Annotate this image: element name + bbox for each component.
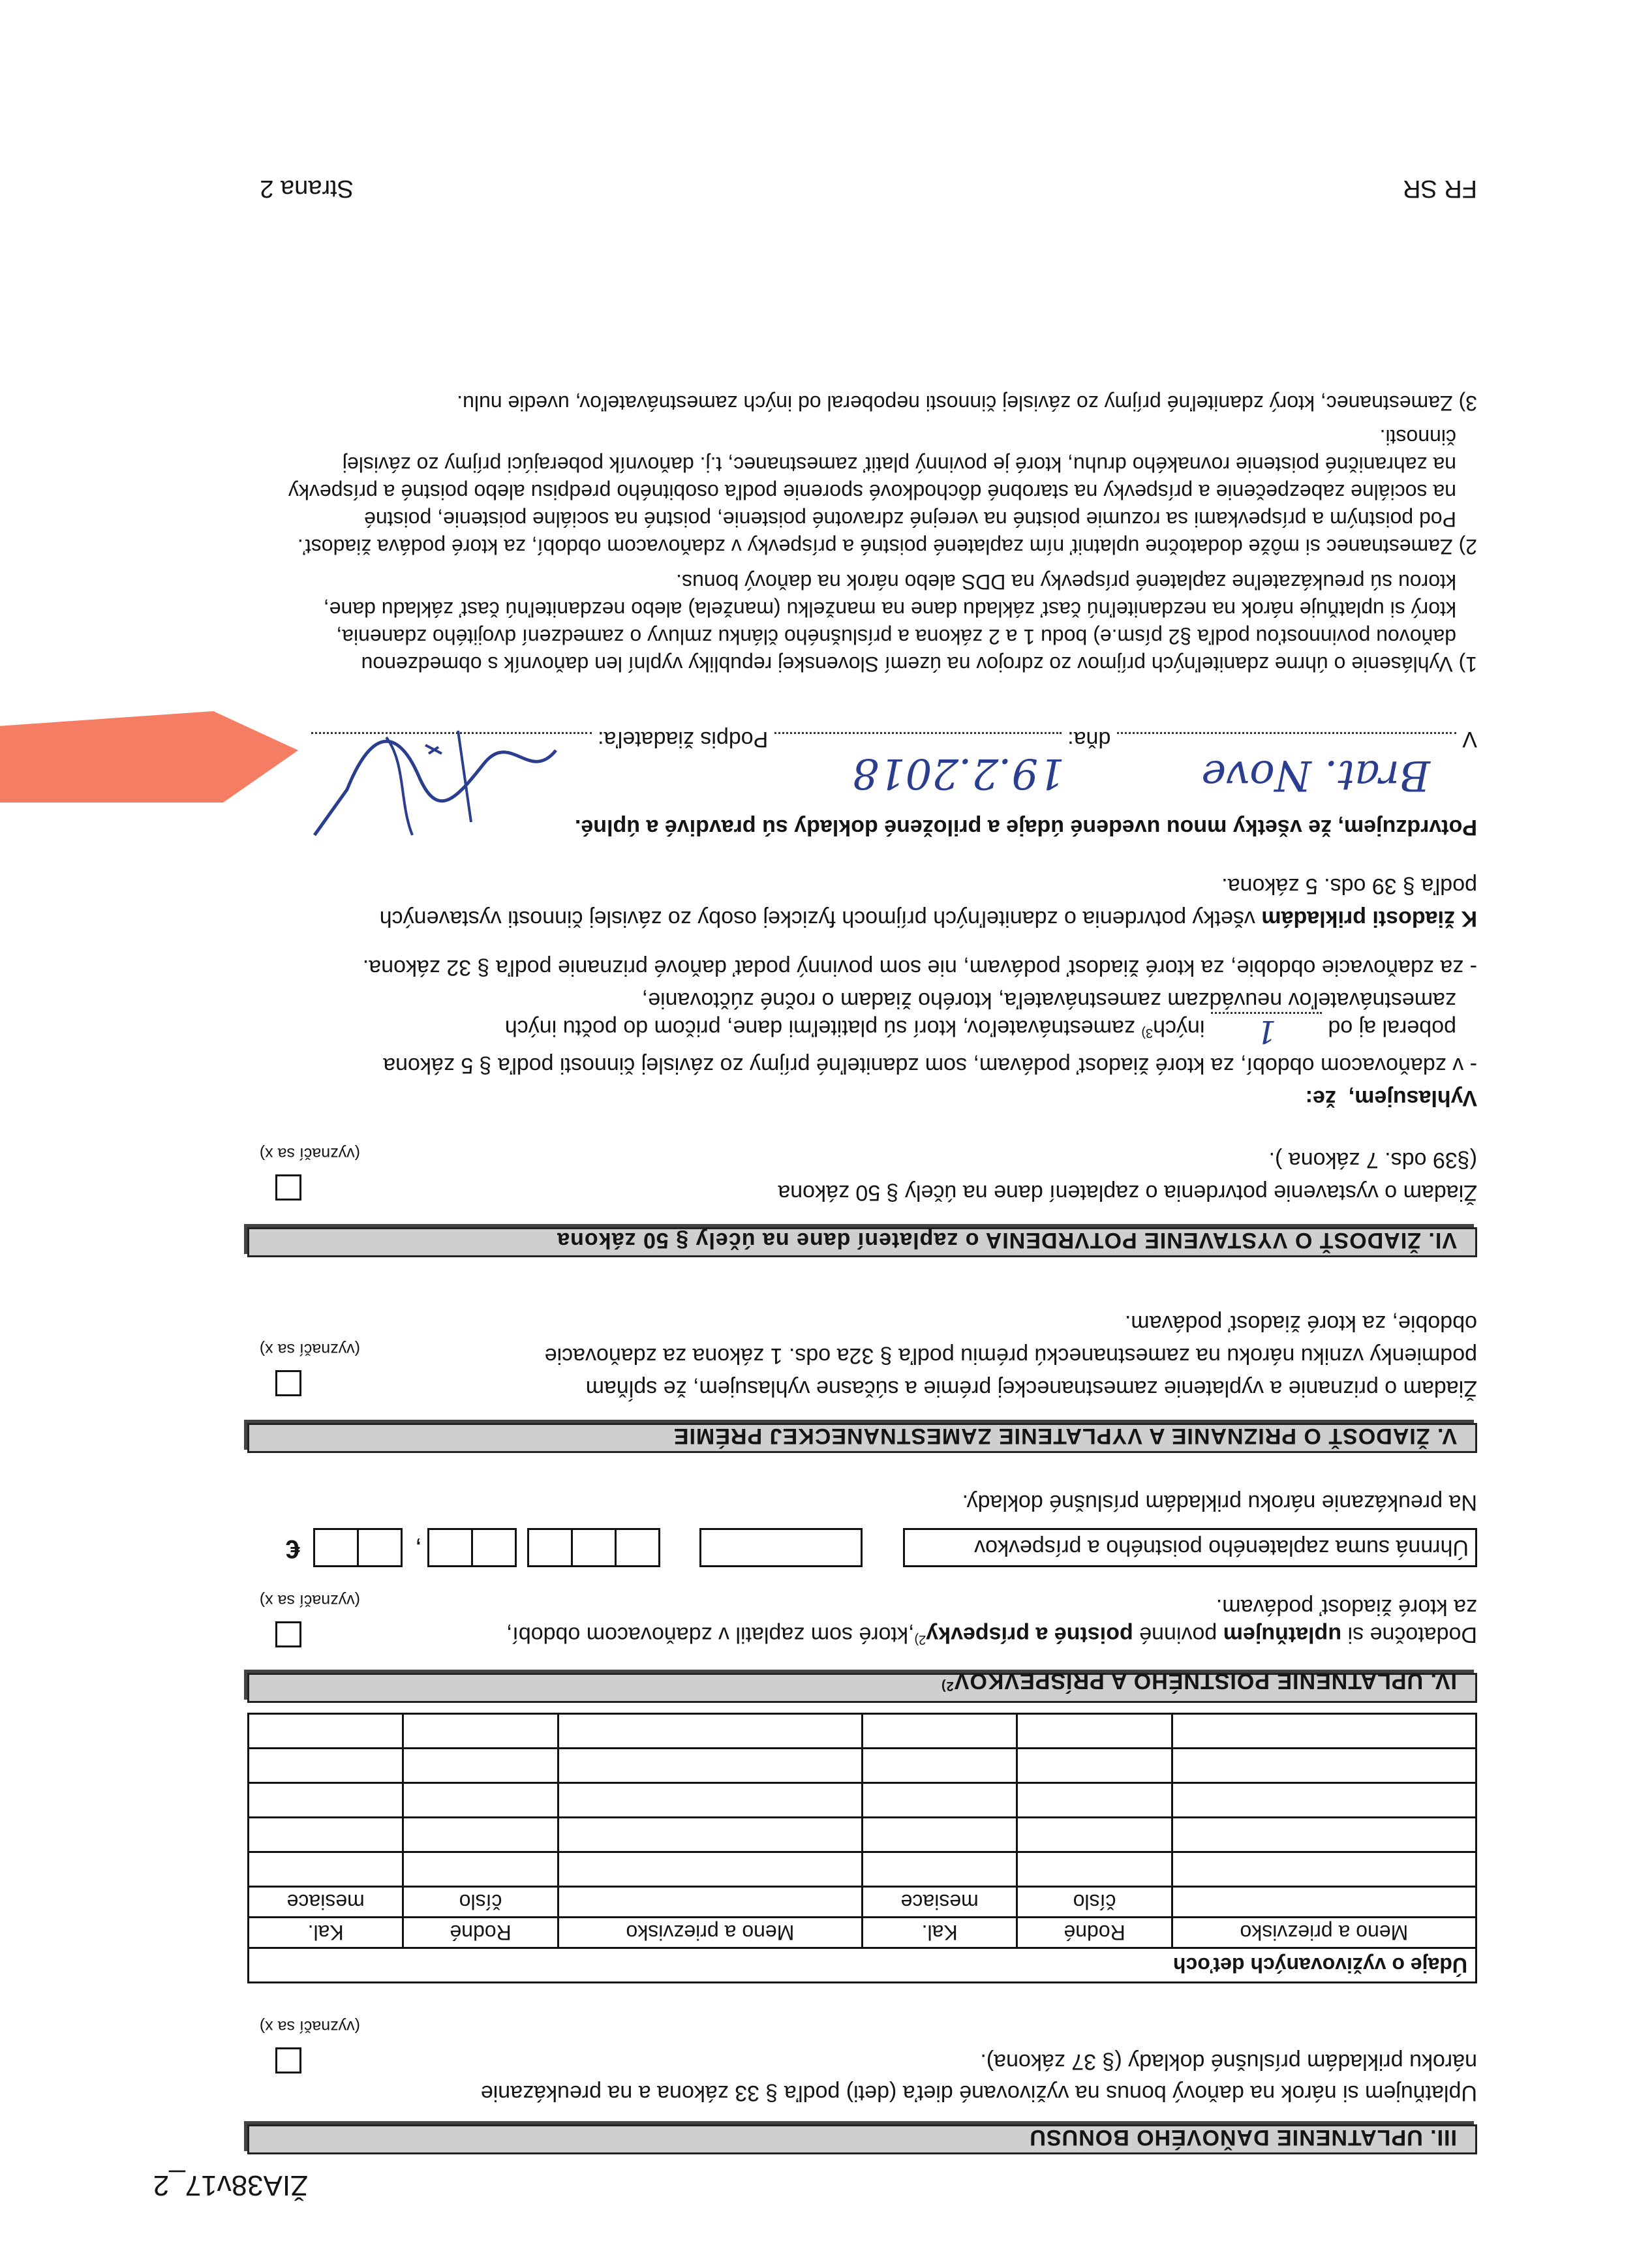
- section-4-checkbox[interactable]: [275, 1621, 301, 1647]
- section-3-mark-note: (vyznačí sa x): [259, 2017, 360, 2036]
- section-4-title-sup: 2): [940, 1679, 954, 1693]
- header-name: Meno a priezvisko: [1172, 1918, 1476, 1948]
- section-6-mark-note: (vyznačí sa x): [259, 1144, 360, 1163]
- handwritten-date: 19.2.2018: [852, 749, 1065, 797]
- section-4-title: [247, 1668, 1477, 1703]
- table-row: [249, 1749, 1476, 1783]
- declaration-line-2-sup: 3): [1141, 1026, 1154, 1040]
- sum-wide-field[interactable]: [699, 1528, 863, 1567]
- section-3-claim-line-1: Uplatňujem si nárok na daňový bonus na vyživované dieťa (deti) podľa § 33 zákona a na preukázanie: [480, 2081, 1477, 2105]
- signature-scribble: [295, 711, 569, 861]
- note-1-line-3: ktorý si uplatňuje nárok na nezdaniteľnú časť základu dane na manželku (manžela) alebo nezdaniteľnú časť základu dane,: [323, 598, 1456, 621]
- children-table-header: [249, 1918, 1476, 1948]
- sum-digits-2[interactable]: [429, 1528, 517, 1567]
- note-2-line-1: 2) Zamestnanec si môže dodatočne uplatniť ním zaplatené poistné a príspevky v zdaňovacom období, za ktoré podáva žiadosť.: [297, 535, 1477, 558]
- table-row: [249, 1783, 1476, 1818]
- v-label: V: [1462, 727, 1477, 752]
- table-row: [249, 1714, 1476, 1749]
- sum-digits-cents[interactable]: [315, 1528, 403, 1567]
- note-3-line-1: 3) Zamestnanec, ktorý zdaniteľné príjmy zo závislej činnosti nepoberal od iných zamestnávateľov, uvedie nulu.: [457, 391, 1477, 415]
- date-label: dňa:: [1067, 727, 1111, 752]
- other-employers-count-hand: 1: [1256, 1013, 1277, 1050]
- section-3-claim-line-2: nároku prikladám príslušné doklady (§ 37 zákona).: [980, 2049, 1477, 2074]
- section-4-proof-note: Na preukázanie nároku prikladám príslušné doklady.: [962, 1490, 1477, 1515]
- section-5-line-3: obdobie, za ktoré žiadosť podávam.: [1124, 1311, 1477, 1336]
- children-table: [247, 1713, 1477, 1983]
- footer-left: FR SR: [1403, 175, 1477, 202]
- section-6-line-2: (§39 ods. 7 zákona ).: [1268, 1148, 1477, 1172]
- currency-euro: €: [285, 1535, 300, 1563]
- sum-digits-1[interactable]: [529, 1528, 660, 1567]
- section-4-line-1-e: ,ktoré som zaplatil v zdaňovacom období,: [506, 1622, 915, 1647]
- form-code: ŽIA38v17_2: [153, 2169, 308, 2201]
- section-4-line-1-d: poistné a príspevky: [926, 1622, 1133, 1647]
- section-4-line-1-a: Dodatočne si: [1347, 1622, 1477, 1647]
- header-name-blank-2: [558, 1887, 862, 1918]
- declaration-line-2-c: zamestnávateľov, ktorí sú platiteľmi dane, pričom do počtu iných: [504, 1015, 1135, 1041]
- handwritten-place: Brat. Nove: [1201, 751, 1430, 799]
- decimal-comma: ,: [414, 1536, 422, 1565]
- declaration-line-2-a: poberal aj od: [1328, 1015, 1456, 1041]
- section-4-line-1-b: uplatňujem: [1223, 1622, 1342, 1647]
- signature-label: Podpis žiadateľa:: [598, 727, 769, 752]
- section-5-mark-note: (vyznačí sa x): [259, 1340, 360, 1358]
- header-birth-1: Rodné: [1017, 1918, 1172, 1948]
- table-row: [249, 1818, 1476, 1852]
- orange-sticker-flag: [0, 711, 298, 803]
- declaration-heading-a: Vyhlasujem,: [1348, 1086, 1477, 1110]
- section-6-line-1: Žiadam o vystavenie potvrdenia o zaplatení dane na účely § 50 zákona: [778, 1180, 1477, 1205]
- note-2-line-4: na zahraničné poistenie rovnakého druhu, ktoré je povinný platiť zamestnanec, t.j. daňovník poberajúci príjmy zo závislej: [342, 453, 1456, 476]
- section-5-title: V. ŽIADOSŤ O PRIZNANIE A VYPLATENIE ZAMESTNANECKEJ PRÉMIE: [247, 1423, 1477, 1453]
- section-4-line-2: za ktoré žiadosť podávam.: [1216, 1595, 1477, 1619]
- confirmation-text: Potvrdzujem, že všetky mnou uvedené údaje a priložené doklady sú pravdivé a úplné.: [574, 815, 1477, 840]
- section-4-line-1-sup: 2): [914, 1632, 926, 1647]
- section-5-line-2: podmienky vzniku nároku na zamestnaneckú prémiu podľa § 32a ods. 1 zákona za zdaňovacie: [544, 1343, 1477, 1368]
- header-name-blank: [1172, 1887, 1476, 1918]
- attachments-line-2: podľa § 39 ods. 5 zákona.: [1221, 874, 1477, 898]
- attachments-line-1-b: všetky potvrdenia o zdaniteľných príjmoch fyzickej osoby zo závislej činnosti vystavených: [379, 906, 1255, 931]
- sum-label-box: Úhrnná suma zaplateného poistného a príspevkov: [903, 1528, 1477, 1567]
- declaration-heading-b: že:: [1305, 1086, 1336, 1110]
- section-4-line-1: [506, 1621, 1477, 1654]
- header-birth-2: Rodné: [403, 1918, 558, 1948]
- section-5-checkbox[interactable]: [275, 1370, 301, 1396]
- children-table-caption: Údaje o vyživovaných deťoch: [249, 1948, 1476, 1983]
- declaration-line-1: - v zdaňovacom období, za ktoré žiadosť podávam, som zdaniteľné príjmy zo závislej činnosti podľa § 5 zákona: [383, 1053, 1477, 1078]
- section-4-title-text: IV. UPLATNENIE POISTNÉHO A PRÍSPEVKOV: [953, 1668, 1457, 1694]
- header-birth-sub: číslo: [1017, 1887, 1172, 1918]
- section-3-title: III. UPLATNENIE DAŇOVÉHO BONUSU: [247, 2124, 1477, 2154]
- date-field[interactable]: [774, 732, 1062, 734]
- header-months-sub-2: mesiace: [249, 1887, 403, 1918]
- note-2-line-2: Pod poistným a príspevkami sa rozumie poistné na verejné zdravotné poistenie, poistné na sociálne poistenie, poistné: [364, 508, 1456, 531]
- declaration-line-2-b: iných: [1153, 1015, 1205, 1041]
- attachments-line-1-a: K žiadosti prikladám: [1261, 906, 1477, 931]
- header-name-2: Meno a priezvisko: [558, 1918, 862, 1948]
- section-4-line-1-c: povinné: [1139, 1622, 1217, 1647]
- note-2-line-3: na sociálne zabezpečenie a príspevky na starobné dôchodkové sporenie podľa osobitného predpisu alebo poistné a príspevky: [288, 480, 1456, 504]
- header-months-sub: mesiace: [863, 1887, 1017, 1918]
- other-employers-count-field[interactable]: [1211, 1012, 1322, 1050]
- section-4-mark-note: (vyznačí sa x): [259, 1591, 360, 1610]
- section-5-line-1: Žiadam o priznanie a vyplatenie zamestnaneckej prémie a súčasne vyhlasujem, že spĺňam: [585, 1376, 1477, 1401]
- table-row: [249, 1852, 1476, 1887]
- declaration-line-3: zamestnávateľov neuvádzam zamestnávateľa, ktorého žiadam o ročné zúčtovanie,: [641, 988, 1456, 1013]
- section-3-checkbox[interactable]: [275, 2047, 301, 2073]
- declaration-line-4: - za zdaňovacie obdobie, za ktoré žiadosť podávam, nie som povinný podať daňové priznanie podľa § 32 zákona.: [362, 955, 1477, 980]
- section-6-checkbox[interactable]: [275, 1174, 301, 1201]
- attachments-line-1: [380, 904, 1477, 933]
- header-birth-sub-2: číslo: [403, 1887, 558, 1918]
- note-1-line-1: 1) Vyhlásenie o úhrne zdaniteľných príjmov zo zdrojov na území Slovenskej republiky vyplní len daňovník s obmedzenou: [361, 652, 1477, 676]
- header-months-2: Kal.: [249, 1918, 403, 1948]
- note-1-line-2: daňovou povinnosťou podľa §2 písm.e) bodu 1 a 2 zákona a príslušného článku zmluvy o zamedzení dvojitého zdanenia,: [336, 625, 1456, 649]
- header-months-1: Kal.: [863, 1918, 1017, 1948]
- place-field[interactable]: [1117, 732, 1456, 734]
- children-table-subheader: [249, 1887, 1476, 1918]
- declaration-heading: [1306, 1084, 1477, 1112]
- footer-right: Strana 2: [260, 175, 354, 202]
- declaration-line-2: [504, 1012, 1456, 1050]
- note-1-line-4: ktorou sú preukázateľne zaplatené príspevky na DDS alebo nárok na daňový bonus.: [676, 570, 1456, 594]
- section-6-title: VI. ŽIADOSŤ O VYSTAVENIE POTVRDENIA o zaplatení dane na účely § 50 zákona: [247, 1227, 1477, 1257]
- note-2-line-5: činnosti.: [1379, 425, 1456, 449]
